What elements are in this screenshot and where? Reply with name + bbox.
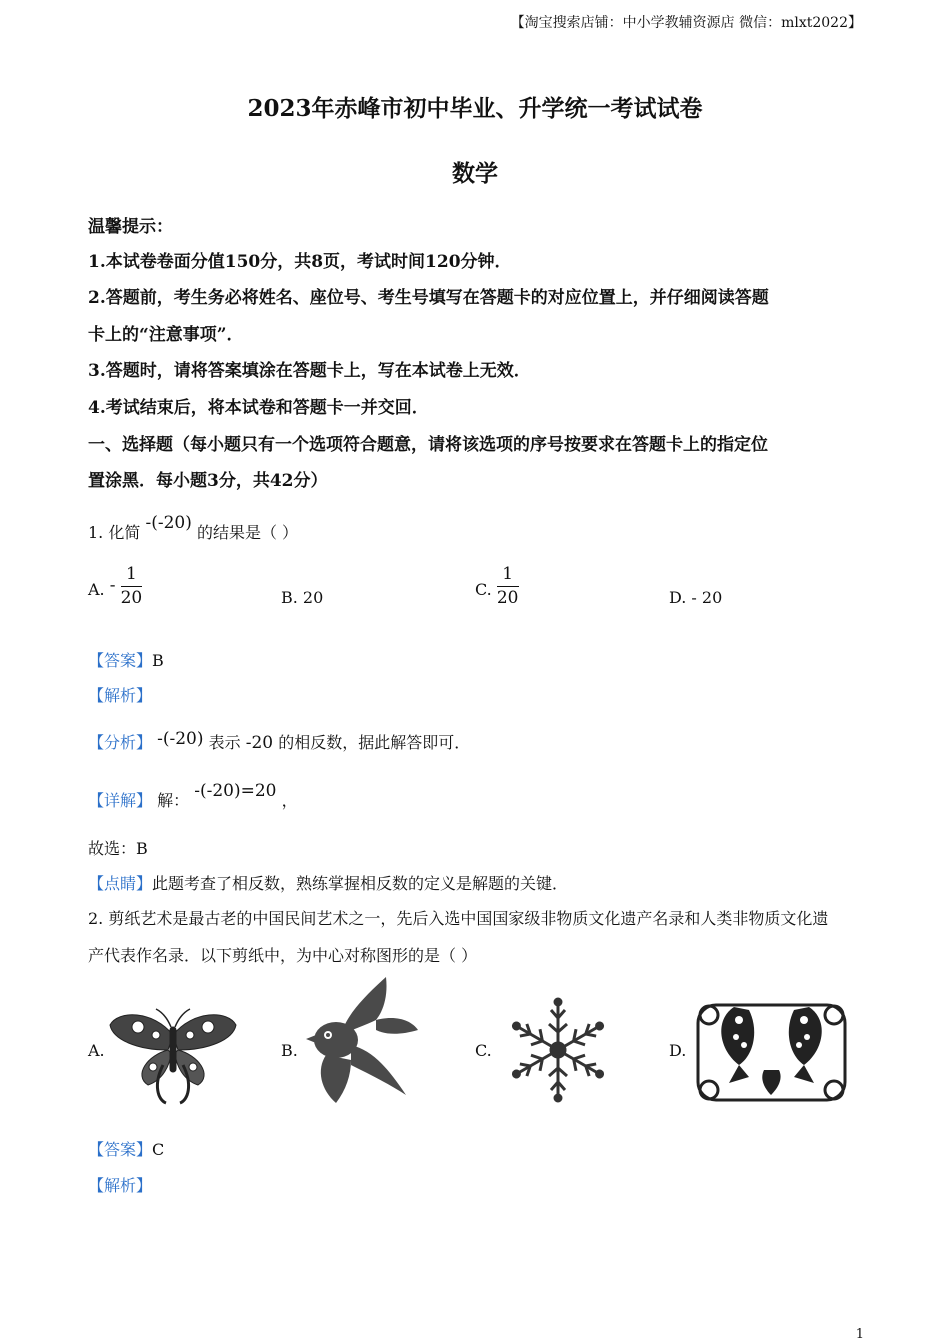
snowflake-papercut-image [498,995,618,1105]
q1-option-a: A. - $\frac{1}{20}$ [88,564,143,608]
q2-answer: 【答案】C [88,1140,165,1159]
exam-title: 2023年赤峰市初中毕业、升学统一考试试卷 [247,95,703,122]
section-1-line-2: 置涂黑．每小题3分，共42分） [88,471,328,491]
q2-option-b-label: B. [281,1041,298,1060]
exam-subject: 数学 [452,160,498,187]
q1-option-c-fraction: $\frac{1}{20}$ [496,564,519,608]
q2-stem-line-1: 2. 剪纸艺术是最古老的中国民间艺术之一，先后入选中国国家级非物质文化遗产名录和人类非物质文化遗 [88,909,829,928]
tip-3: 3.答题时，请将答案填涂在答题卡上，写在本试卷上无效． [88,361,531,381]
q1-detail: 【详解】 解： -(-20)=20 ， [88,781,298,810]
butterfly-papercut-image [108,1005,238,1105]
q2-analysis-tag: 【解析】 [88,1176,153,1195]
q1-choose: 故选：B [88,839,148,858]
tip-4: 4.考试结束后，将本试卷和答题卡一并交回． [88,398,429,418]
q2-option-c-label: C. [475,1041,492,1060]
tip-2-line-1: 2.答题前，考生务必将姓名、座位号、考生号填写在答题卡的对应位置上，并仔细阅读答题 [88,288,769,308]
q2-stem-line-2: 产代表作名录．以下剪纸中，为中心对称图形的是（ ） [88,946,478,965]
page-number: 1 [855,1327,864,1342]
q1-comment: 【点睛】此题考查了相反数，熟练掌握相反数的定义是解题的关键． [88,874,569,893]
swallow-papercut-image [306,975,421,1105]
q1-option-c: C. $\frac{1}{20}$ [475,564,519,608]
q1-stem: 1. 化简 -(-20) 的结果是（ ） [88,513,299,542]
q1-analysis-tag: 【解析】 [88,686,153,705]
section-1-line-1: 一、选择题（每小题只有一个选项符合题意，请将该选项的序号按要求在答题卡上的指定位 [88,435,768,455]
q2-option-a-label: A. [88,1041,105,1060]
tips-heading: 温馨提示： [88,217,173,237]
q1-option-d: D. - 20 [669,588,723,607]
tip-1: 1.本试卷卷面分值150分，共8页，考试时间120分钟． [88,252,512,272]
tip-2-line-2: 卡上的“注意事项”． [88,325,244,345]
q1-option-a-fraction: $\frac{1}{20}$ [120,564,143,608]
header-note: 【淘宝搜索店铺：中小学教辅资源店 微信：mlxt2022】 [510,15,862,31]
q1-fenxi: 【分析】 -(-20) 表示 -20 的相反数，据此解答即可． [88,729,471,753]
q1-answer: 【答案】B [88,651,164,670]
q2-option-d-label: D. [669,1041,687,1060]
q1-expression: -(-20) [145,513,192,533]
q1-option-b: B. 20 [281,588,324,607]
fish-papercut-image [694,995,849,1105]
